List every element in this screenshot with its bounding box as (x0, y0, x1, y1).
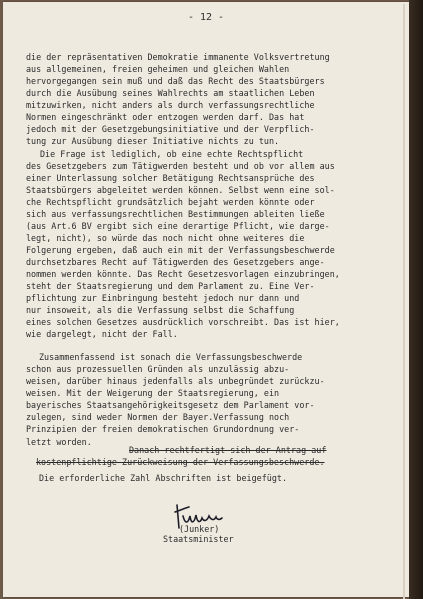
text-line: Folgerung ergeben, daß auch ein mit der Verfassungsbeschwerde (26, 245, 335, 255)
text-line: Zusammenfassend ist sonach die Verfassungsbeschwerde (39, 352, 303, 362)
text-line: zulegen, sind weder Normen der Bayer.Verfassung noch (26, 412, 290, 422)
text-line: einer Unterlassung solcher Betätigung Rechtsansprüche des (26, 173, 315, 183)
text-line: tung zur Ausübung dieser Initiative nichts zu tun. (26, 136, 280, 146)
text-line: mitzuwirken, nicht anders als durch verfassungsrechtliche (26, 100, 315, 110)
document-page (3, 2, 409, 597)
text-line: eines solchen Gesetzes ausdrücklich vorschreibt. Das ist hier, (26, 317, 340, 327)
text-line: durch die Ausübung seines Wahlrechts am staatlichen Leben (26, 88, 315, 98)
text-line: schon aus prozessuellen Gründen als unzulässig abzu- (26, 364, 290, 374)
text-line: (aus Art.6 BV ergibt sich eine derartige Pflicht, wie darge- (26, 221, 330, 231)
text-line: durchsetzbares Recht auf Tätigwerden des Gesetzgebers ange- (26, 257, 325, 267)
text-line: Die Frage ist lediglich, ob eine echte Rechtspflicht (40, 149, 304, 159)
text-line: nur insoweit, als die Verfassung selbst die Schaffung (26, 305, 295, 315)
closing-line: Die erforderliche Zahl Abschriften ist beigefügt. (39, 473, 288, 483)
text-line: hervorgegangen sein muß und daß das Recht des Staatsbürgers (26, 76, 325, 86)
text-line: Normen eingeschränkt oder entzogen werden darf. Das hat (26, 112, 305, 122)
text-line: des Gesetzgebers zum Tätigwerden besteht und ob vor allem aus (26, 161, 335, 171)
struck-text-2: kostenpflichtige Zurückweisung der Verfassungsbeschwerde. (36, 457, 325, 467)
page-number: - 12 - (187, 12, 225, 23)
text-line: sich aus verfassungsrechtlichen Bestimmungen ableiten ließe (26, 209, 325, 219)
text-line: Staatsbürgers abgeleitet werden können. Selbst wenn eine sol- (26, 185, 335, 195)
text-line: bayerisches Staatsangehörigkeitsgesetz dem Parlament vor- (26, 400, 315, 410)
page-fold (403, 4, 405, 599)
text-line: legt, nicht), so würde das noch nicht ohne weiteres die (26, 233, 305, 243)
text-line: aus allgemeinen, freien geheimen und gleichen Wahlen (26, 64, 290, 74)
binder-edge (409, 0, 423, 599)
signature-name: (Junker) (179, 524, 220, 534)
text-line: weisen, darüber hinaus jedenfalls als unbegründet zurückzu- (26, 376, 325, 386)
text-line: pflichtung zur Einbringung besteht jedoch nur dann und (26, 293, 300, 303)
text-line: Prinzipien der freien demokratischen Grundordnung ver- (26, 424, 300, 434)
text-line: nommen werden könnte. Das Recht Gesetzesvorlagen einzubringen, (26, 269, 340, 279)
struck-text-1: Danach rechtfertigt sich der Antrag auf (129, 445, 327, 455)
text-line: weisen. Mit der Weigerung der Staatsregierung, ein (26, 388, 280, 398)
text-line: die der repräsentativen Demokratie immanente Volksvertretung (26, 52, 330, 62)
text-line: steht der Staatsregierung und dem Parlament zu. Eine Ver- (26, 281, 315, 291)
text-line: jedoch mit der Gesetzgebungsinitiative und der Verpflich- (26, 124, 315, 134)
text-line: wie dargelegt, nicht der Fall. (26, 329, 178, 339)
text-line: che Rechtspflicht grundsätzlich bejaht werden könnte oder (26, 197, 315, 207)
signature-title: Staatsminister (163, 534, 234, 544)
text-line: letzt worden. (26, 437, 92, 447)
